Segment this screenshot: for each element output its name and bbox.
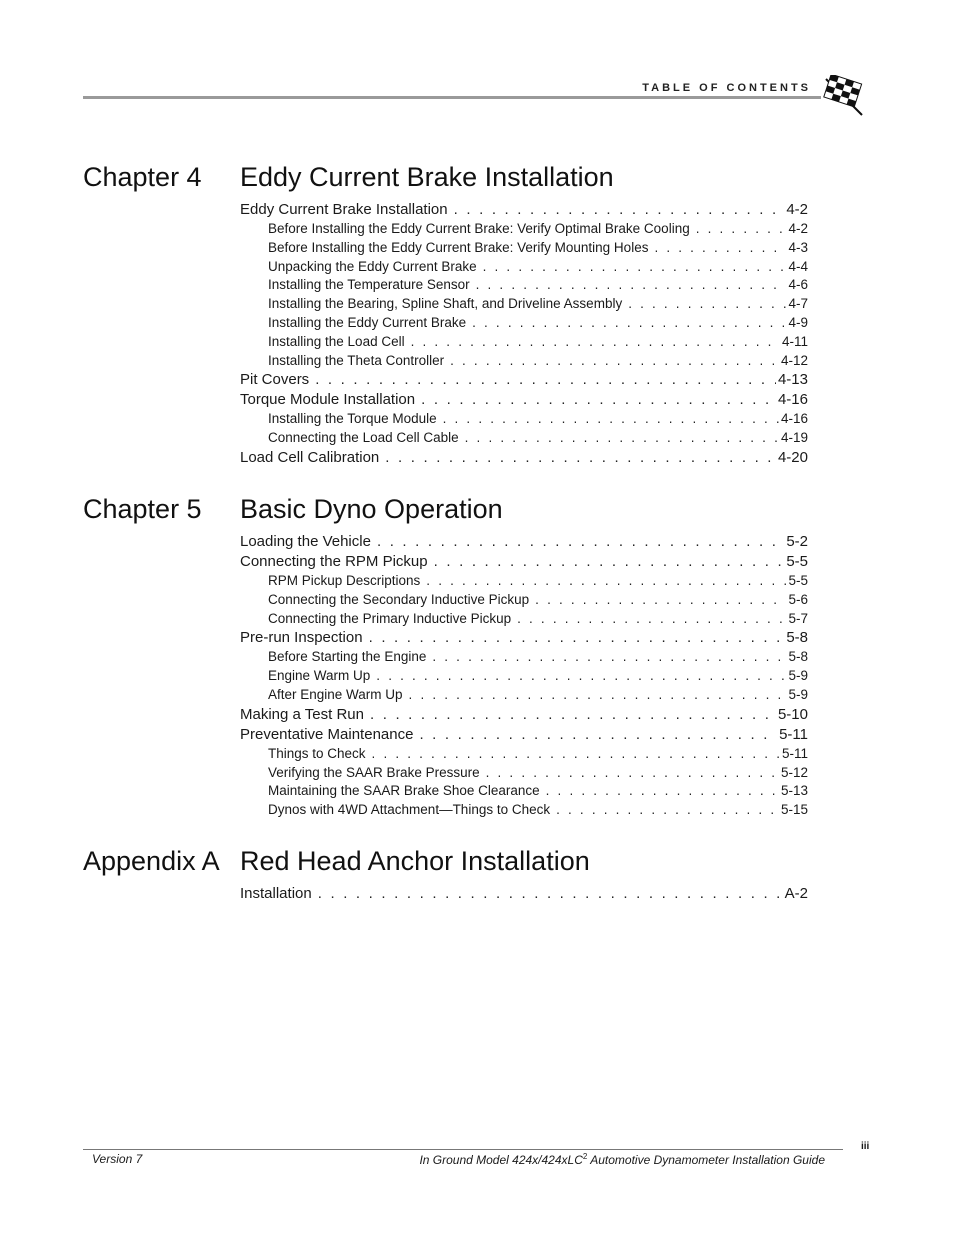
toc-entry[interactable] — [240, 448, 808, 468]
toc-entry[interactable] — [240, 429, 808, 448]
toc-entry[interactable] — [240, 532, 808, 552]
toc-entry[interactable] — [240, 686, 808, 705]
running-header: TABLE OF CONTENTS — [642, 82, 811, 94]
toc-entry-title: Installing the Theta Controller — [268, 352, 445, 368]
dot-leader — [476, 276, 787, 295]
dot-leader — [454, 200, 785, 220]
toc-entry-title: Verifying the SAAR Brake Pressure — [268, 764, 480, 780]
toc-entry[interactable] — [240, 648, 808, 667]
chapter-title: Basic Dyno Operation — [240, 494, 503, 524]
toc-entry[interactable] — [240, 239, 808, 258]
dot-leader — [318, 884, 783, 904]
toc-entry[interactable] — [240, 390, 808, 410]
toc-entry-title: Making a Test Run — [240, 705, 364, 723]
dot-leader — [556, 801, 779, 820]
dot-leader — [450, 352, 779, 371]
toc-entry-page: 4-16 — [777, 391, 808, 409]
toc-entry-page: 4-6 — [788, 277, 808, 293]
toc-entry-title: Before Installing the Eddy Current Brake: Verify Optimal Brake Cooling — [268, 221, 690, 236]
dot-leader — [517, 610, 786, 629]
dot-leader — [426, 572, 786, 591]
footer-guide-title — [419, 1152, 825, 1167]
toc-entry-title: Installing the Eddy Current Brake — [268, 314, 467, 330]
toc-entry-title: RPM Pickup Descriptions — [268, 573, 421, 588]
toc-entry[interactable] — [240, 591, 808, 610]
toc-entry[interactable] — [240, 572, 808, 591]
toc-entry-title: Installing the Load Cell — [268, 333, 405, 349]
dot-leader — [486, 764, 779, 783]
toc-entry-page: 4-9 — [788, 314, 808, 330]
toc-entry[interactable] — [240, 370, 808, 390]
toc-entry-page: A-2 — [784, 885, 808, 902]
toc-entry-page: 4-19 — [780, 430, 808, 446]
dot-leader — [409, 686, 787, 705]
toc-entry-page: 5-10 — [777, 705, 808, 723]
toc-entry-title: Installing the Torque Module — [268, 411, 437, 427]
dot-leader — [696, 220, 787, 239]
toc-entry[interactable] — [240, 705, 808, 725]
toc-entry-title: Torque Module Installation — [240, 391, 416, 409]
toc-entry-page: 5-5 — [788, 573, 808, 588]
toc-entry-page: 5-15 — [780, 802, 808, 818]
toc-entry-title: Engine Warm Up — [268, 668, 371, 684]
toc-entry-page: 4-2 — [786, 201, 808, 218]
toc-entry-title: Pit Covers — [240, 371, 310, 389]
chapter-label: Chapter 5 — [83, 494, 202, 524]
page-number: iii — [861, 1141, 870, 1152]
toc-entry[interactable] — [240, 801, 808, 820]
header-rule — [83, 96, 821, 99]
toc-entry[interactable] — [240, 610, 808, 629]
dot-leader — [465, 429, 779, 448]
toc-entry-page: 5-8 — [788, 649, 808, 665]
toc-entry-title: Connecting the Load Cell Cable — [268, 430, 459, 446]
toc-list-chapter-4 — [240, 200, 808, 468]
toc-entry[interactable] — [240, 352, 808, 371]
toc-entry[interactable] — [240, 276, 808, 295]
toc-list-chapter-5 — [240, 532, 808, 820]
toc-entry-page: 5-9 — [788, 668, 808, 684]
toc-entry[interactable] — [240, 667, 808, 686]
toc-entry-title: Unpacking the Eddy Current Brake — [268, 258, 477, 274]
toc-list-appendix-a — [240, 884, 808, 904]
toc-entry-title: Dynos with 4WD Attachment—Things to Check — [268, 802, 551, 818]
dot-leader — [535, 591, 786, 610]
toc-entry-title: Before Installing the Eddy Current Brake: Verify Mounting Holes — [268, 239, 649, 255]
toc-entry-title: Installing the Temperature Sensor — [268, 277, 470, 293]
toc-entry[interactable] — [240, 200, 808, 220]
toc-entry-page: 5-6 — [788, 591, 808, 607]
dot-leader — [472, 314, 786, 333]
toc-entry-page: 5-8 — [786, 629, 808, 647]
toc-entry[interactable] — [240, 552, 808, 572]
dot-leader — [483, 258, 787, 277]
toc-entry-page: 5-9 — [788, 686, 808, 702]
toc-entry-title: Loading the Vehicle — [240, 533, 371, 550]
dot-leader — [411, 333, 780, 352]
toc-entry-page: 5-5 — [786, 553, 808, 570]
dot-leader — [546, 782, 779, 801]
toc-entry-title: Connecting the RPM Pickup — [240, 553, 428, 570]
dot-leader — [654, 239, 786, 258]
dot-leader — [376, 667, 786, 686]
toc-entry[interactable] — [240, 258, 808, 277]
dot-leader — [419, 725, 777, 745]
toc-entry-title: Before Starting the Engine — [268, 649, 427, 665]
toc-entry-title: Maintaining the SAAR Brake Shoe Clearance — [268, 783, 540, 799]
toc-entry-page: 5-11 — [779, 725, 808, 743]
dot-leader — [377, 532, 784, 552]
chapter-label: Chapter 4 — [83, 162, 202, 192]
toc-entry-title: Installing the Bearing, Spline Shaft, and Driveline Assembly — [268, 296, 623, 312]
toc-entry-title: Things to Check — [268, 745, 366, 761]
chapter-heading — [83, 162, 823, 198]
chapter-heading — [83, 846, 823, 882]
toc-entry-page: 5-2 — [786, 533, 808, 550]
toc-entry-page: 4-2 — [788, 221, 808, 236]
footer-guide-superscript: 2 — [582, 1152, 588, 1161]
toc-entry-title: Load Cell Calibration — [240, 448, 380, 466]
chapter-label: Appendix A — [83, 846, 220, 876]
dot-leader — [315, 370, 776, 390]
toc-entry-title: After Engine Warm Up — [268, 686, 403, 702]
toc-entry-page: 4-20 — [777, 448, 808, 466]
toc-entry[interactable] — [240, 333, 808, 352]
toc-entry[interactable] — [240, 220, 808, 239]
checkered-flag-icon — [820, 75, 866, 117]
toc-entry[interactable] — [240, 295, 808, 314]
toc-entry-page: 4-7 — [788, 296, 808, 312]
toc-entry[interactable] — [240, 410, 808, 429]
toc-entry[interactable] — [240, 764, 808, 783]
dot-leader — [369, 628, 785, 648]
toc-entry[interactable] — [240, 745, 808, 764]
toc-entry[interactable] — [240, 725, 808, 745]
footer-version: Version 7 — [92, 1152, 143, 1166]
dot-leader — [385, 448, 776, 468]
chapter-title: Red Head Anchor Installation — [240, 846, 590, 876]
toc-entry-page: 4-16 — [780, 411, 808, 427]
toc-entry-page: 4-13 — [777, 371, 808, 389]
toc-entry-page: 4-3 — [788, 239, 808, 255]
toc-entry[interactable] — [240, 628, 808, 648]
toc-entry-title: Connecting the Secondary Inductive Pickup — [268, 591, 530, 607]
toc-entry-page: 5-7 — [788, 610, 808, 626]
toc-entry-page: 5-12 — [780, 764, 808, 780]
chapter-title: Eddy Current Brake Installation — [240, 162, 614, 192]
toc-entry-page: 5-13 — [780, 783, 808, 799]
dot-leader — [434, 552, 785, 572]
toc-entry-page: 4-12 — [780, 352, 808, 368]
toc-entry[interactable] — [240, 782, 808, 801]
footer-guide-prefix: In Ground Model 424x/424xLC — [419, 1153, 583, 1167]
toc-entry-title: Eddy Current Brake Installation — [240, 201, 448, 218]
toc-entry[interactable] — [240, 314, 808, 333]
toc-entry-page: 4-11 — [781, 333, 808, 349]
dot-leader — [372, 745, 780, 764]
dot-leader — [370, 705, 776, 725]
toc-entry-page: 4-4 — [788, 258, 808, 274]
footer-guide-suffix: Automotive Dynamometer Installation Guide — [587, 1153, 825, 1167]
chapter-heading — [83, 494, 823, 530]
dot-leader — [421, 390, 776, 410]
dot-leader — [432, 648, 786, 667]
toc-entry-title: Installation — [240, 885, 312, 902]
dot-leader — [628, 295, 786, 314]
toc-entry-title: Pre-run Inspection — [240, 629, 363, 647]
dot-leader — [443, 410, 779, 429]
toc-entry-page: 5-11 — [781, 745, 808, 761]
toc-entry[interactable] — [240, 884, 808, 904]
toc-entry-title: Connecting the Primary Inductive Pickup — [268, 610, 512, 626]
footer-rule — [83, 1149, 843, 1150]
toc-entry-title: Preventative Maintenance — [240, 725, 414, 743]
